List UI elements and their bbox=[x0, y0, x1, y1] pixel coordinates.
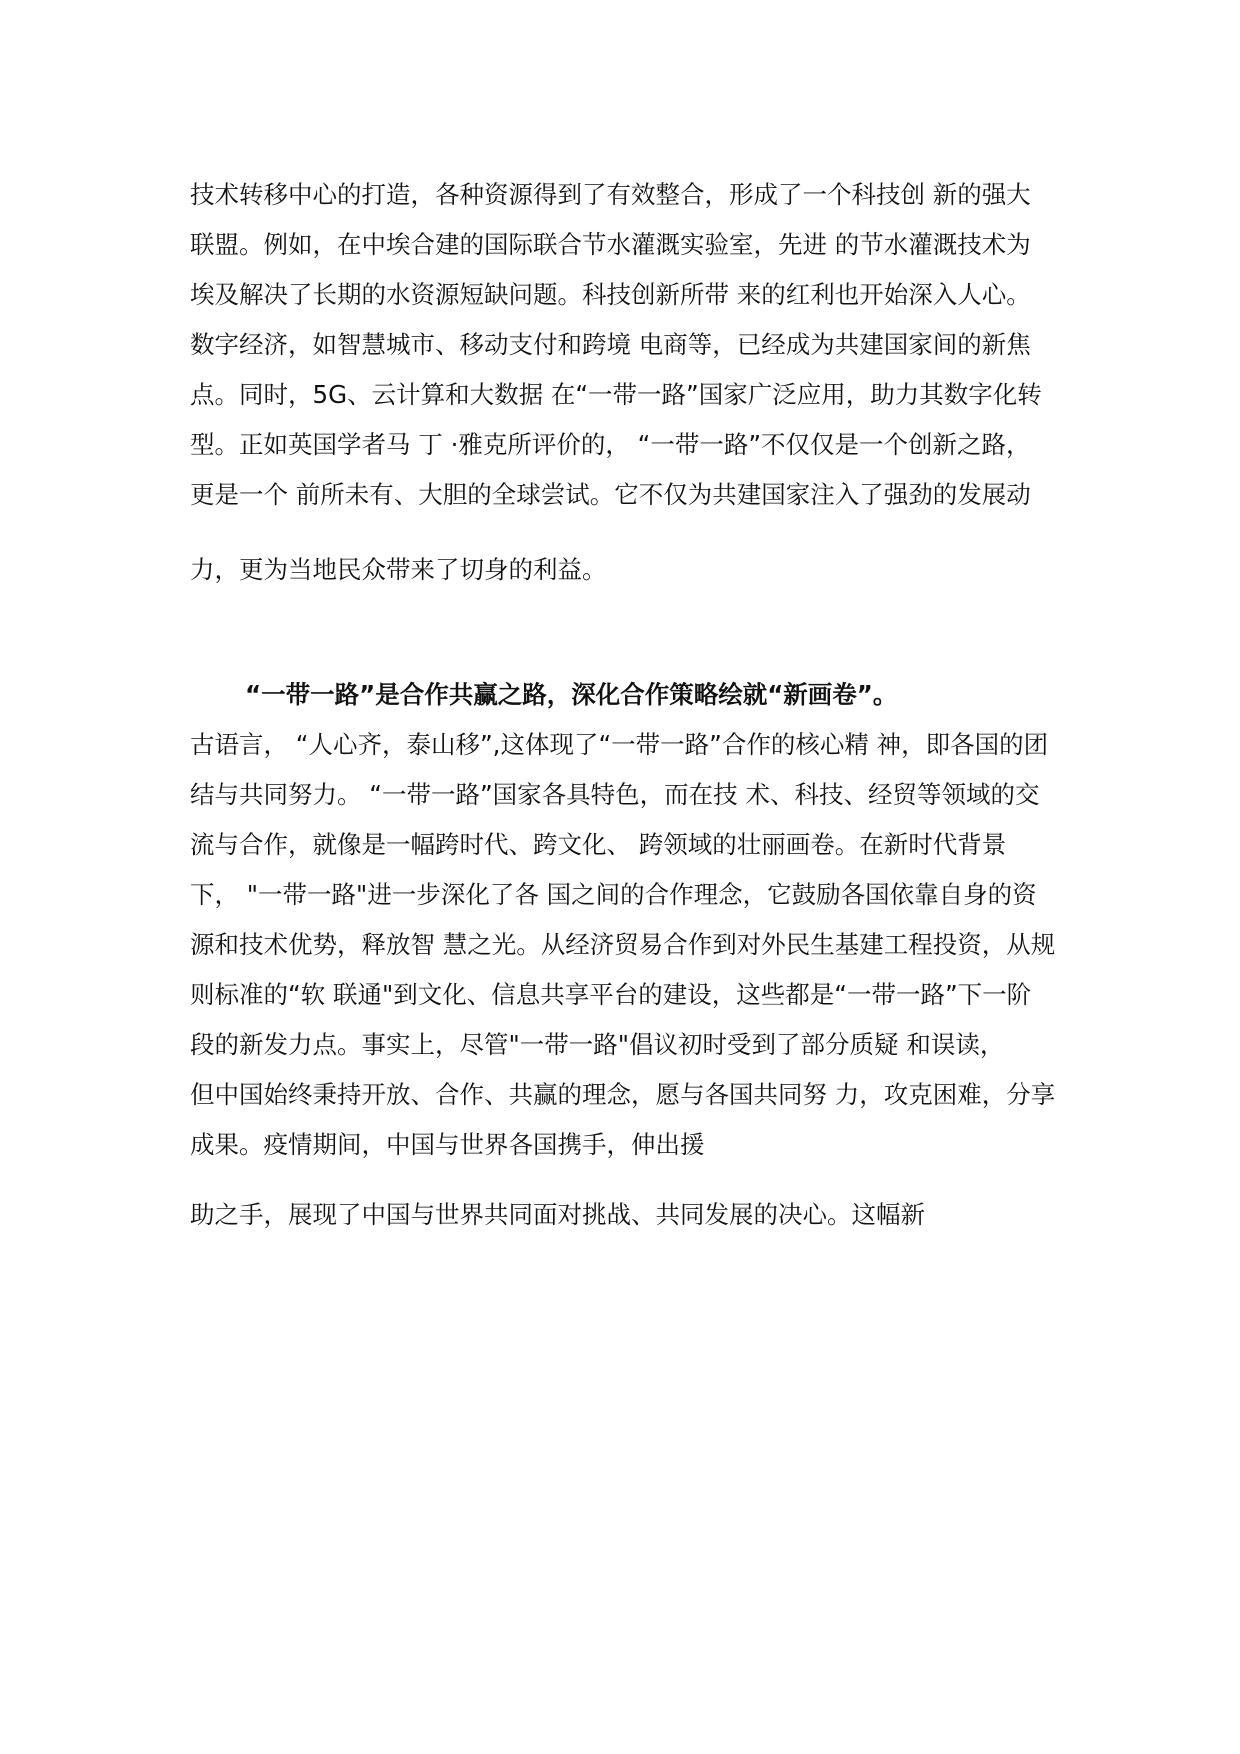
paragraph-2-line-4: 下， "一带一路"进一步深化了各 国之间的合作理念，它鼓励各国依靠自身的资 bbox=[190, 880, 1037, 909]
paragraph-2-line-5: 源和技术优势，释放智 慧之光。从经济贸易合作到对外民生基建工程投资，从规 bbox=[190, 930, 1056, 959]
paragraph-1-line-4: 数字经济，如智慧城市、移动支付和跨境 电商等，已经成为共建国家间的新焦 bbox=[190, 330, 1031, 359]
paragraph-1-line-3: 埃及解决了长期的水资源短缺问题。科技创新所带 来的红利也开始深入人心。 bbox=[190, 280, 1031, 309]
paragraph-1-line-1: 技术转移中心的打造，各种资源得到了有效整合，形成了一个科技创 新的强大 bbox=[190, 180, 1031, 209]
paragraph-1-line-2: 联盟。例如，在中埃合建的国际联合节水灌溉实验室，先进 的节水灌溉技术为 bbox=[190, 230, 1031, 259]
paragraph-2-line-6: 则标准的“软 联通"到文化、信息共享平台的建设，这些都是“一带一路”下一阶 bbox=[190, 980, 1032, 1009]
paragraph-2-line-2: 结与共同努力。 “一带一路”国家各具特色，而在技 术、科技、经贸等领域的交 bbox=[190, 780, 1040, 809]
paragraph-2-line-1: 古语言， “人心齐，泰山移”,这体现了“一带一路”合作的核心精 神，即各国的团 bbox=[190, 730, 1049, 759]
paragraph-1-line-6: 型。正如英国学者马 丁 ·雅克所评价的， “一带一路”不仅仅是一个创新之路， bbox=[190, 430, 1031, 459]
paragraph-2-line-9: 成果。疫情期间，中国与世界各国携手，伸出援 bbox=[190, 1130, 705, 1159]
paragraph-2-line-3: 流与合作，就像是一幅跨时代、跨文化、 跨领域的壮丽画卷。在新时代背景 bbox=[190, 830, 1007, 859]
paragraph-2-line-10: 助之手，展现了中国与世界共同面对挑战、共同发展的决心。这幅新 bbox=[190, 1200, 925, 1229]
paragraph-2-line-8: 但中国始终秉持开放、合作、共赢的理念，愿与各国共同努 力，攻克困难，分享 bbox=[190, 1080, 1056, 1109]
paragraph-1-line-7: 更是一个 前所未有、大胆的全球尝试。它不仅为共建国家注入了强劲的发展动 bbox=[190, 480, 1031, 509]
paragraph-2-line-7: 段的新发力点。事实上，尽管"一带一路"倡议初时受到了部分质疑 和误读， bbox=[190, 1030, 1005, 1059]
paragraph-1-line-5: 点。同时，5G、云计算和大数据 在“一带一路”国家广泛应用，助力其数字化转 bbox=[190, 380, 1042, 409]
paragraph-1-line-8: 力，更为当地民众带来了切身的利益。 bbox=[190, 555, 607, 584]
section-heading: “一带一路”是合作共赢之路，深化合作策略绘就“新画卷”。 bbox=[245, 680, 898, 709]
